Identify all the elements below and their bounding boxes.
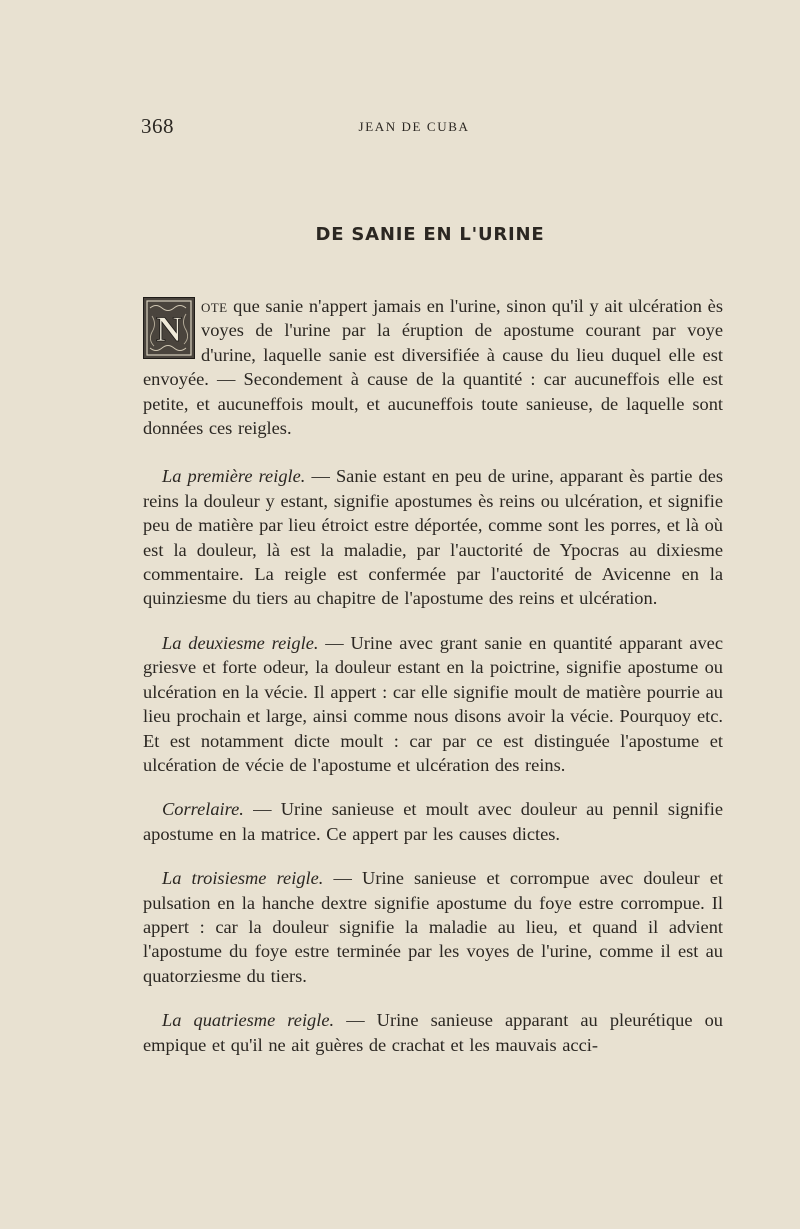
page-number: 368 [141,114,174,138]
rule-title: La troisiesme reigle. [162,868,324,889]
rule-text: — Urine avec grant sanie en quantité apparant avec griesve et forte odeur, la douleur estant en la poictrine, signifie apostume ou ulcération en la vécie. Il appert : car elle signifie moult de matière pourrie au lieu prochain et large, ainsi comme nous disons avoir la vécie. Pourquoy etc. Et est notamment dicte moult : car par ce est distinguée l'apostume et ulcération de vécie de l'apostume et ulcération des reins. [143,632,723,775]
intro-first-word: ote [201,296,228,316]
intro-paragraph [143,294,723,440]
rule-paragraph [143,1008,723,1057]
section-title: DE SANIE EN L'URINE [315,224,545,245]
rule-text: — Urine sanieuse et corrompue avec douleur et pulsation en la hanche dextre signifie apostume du foye estre corrompue. Il appert : car la douleur signifie la maladie au lieu, et quand il advient l'apostume du foye estre terminée par les voyes de l'urine, comme il est au quatorziesme du tiers. [143,868,723,986]
intro-text: que sanie n'appert jamais en l'urine, sinon qu'il y ait ulcération ès voyes de l'urine par la éruption de apostume courant par voye d'urine, laquelle sanie est diversifiée à cause du lieu duquel elle est envoyée. — Secondement à cause de la quantité : car aucuneffois elle est petite, et aucuneffois moult, et aucuneffois toute sanieuse, de laquelle sont données ces reigles. [143,296,723,439]
corollary-paragraph [143,797,723,846]
drop-cap-letter: N [156,309,182,349]
rule-text: — Sanie estant en peu de urine, apparant ès partie des reins la douleur y estant, signifie apostumes ès reins ou ulcération, et signifie peu de matière par lieu étroict estre déportée, comme sont les porres, et là où est la douleur, là est la maladie, par l'auctorité de Ypocras au dixiesme commentaire. La reigle est confermée par l'auctorité de Avicenne en la quinziesme du tiers au chapitre de l'apostume des reins et ulcération. [143,466,723,609]
body-text [143,294,723,1077]
running-title: JEAN DE CUBA [358,119,470,134]
rule-paragraph [143,464,723,610]
ornamental-initial-icon [144,298,194,358]
running-head [0,119,800,135]
rule-title: La quatriesme reigle. [162,1010,335,1031]
rule-paragraph [143,631,723,777]
rule-text: — Urine sanieuse apparant au pleurétique ou empique et qu'il ne ait guères de crachat et les mauvais acci- [143,1010,724,1055]
rule-title: La première reigle. [162,466,306,487]
drop-cap [143,297,195,359]
rule-title: Correlaire. [162,799,244,820]
rule-title: La deuxiesme reigle. [162,632,319,653]
rule-paragraph [143,866,723,988]
rule-text: — Urine sanieuse et moult avec douleur au pennil signifie apostume en la matrice. Ce appert par les causes dictes. [143,799,723,844]
